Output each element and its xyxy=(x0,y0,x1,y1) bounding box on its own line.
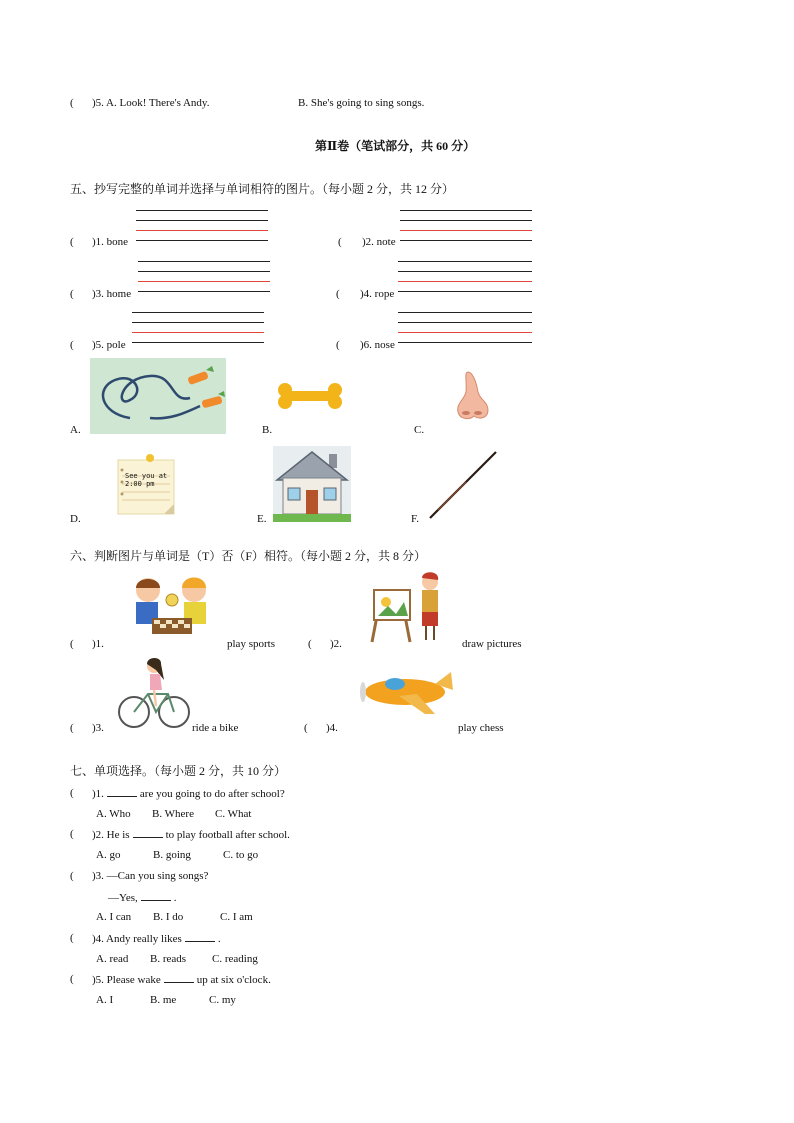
writing-lines-rope[interactable] xyxy=(398,261,532,295)
house-image xyxy=(273,446,351,522)
word-item-note: )2. note xyxy=(362,236,396,248)
bracket: ( xyxy=(70,288,74,300)
bone-image xyxy=(275,380,345,412)
question-4-text: )4. Andy really likes . xyxy=(92,933,221,945)
question-2-option-a: A. go xyxy=(96,849,121,861)
question-3-option-a: A. I can xyxy=(96,911,132,923)
bracket: ( xyxy=(336,339,340,351)
pole-image xyxy=(426,450,498,522)
judge-item-2-number: )2. xyxy=(330,638,342,650)
question-3-option-b: B. I do xyxy=(153,911,184,923)
answer-blank[interactable] xyxy=(107,786,137,797)
word-item-bone: )1. bone xyxy=(92,236,129,248)
judge-item-4-word: play chess xyxy=(458,722,504,734)
girl-riding-bike-image xyxy=(116,656,192,732)
writing-lines-nose[interactable] xyxy=(398,312,532,346)
kids-playing-chess-image xyxy=(128,574,214,640)
bracket: ( xyxy=(70,870,74,882)
section6-heading: 六、判断图片与单词是（T）否（F）相符。（每小题 2 分，共 8 分） xyxy=(70,549,427,563)
word-item-nose: )6. nose xyxy=(360,339,395,351)
judge-item-2-word: draw pictures xyxy=(462,638,522,650)
answer-blank[interactable] xyxy=(164,972,194,983)
question-4-option-b: B. reads xyxy=(150,953,187,965)
word-item-pole: )5. pole xyxy=(92,339,126,351)
word-item-home: )3. home xyxy=(92,288,132,300)
judge-item-3-number: )3. xyxy=(92,722,104,734)
picture-label-e: E. xyxy=(257,513,267,525)
answer-blank[interactable] xyxy=(141,890,171,901)
question-5-text: )5. A. Look! There's Andy. xyxy=(92,97,210,109)
nose-image xyxy=(452,370,494,422)
bracket: ( xyxy=(70,973,74,985)
girl-drawing-picture-image xyxy=(360,570,448,644)
question-5-option-a: A. I xyxy=(96,994,114,1006)
bracket: ( xyxy=(70,828,74,840)
note-image xyxy=(116,452,178,518)
writing-lines-bone[interactable] xyxy=(136,210,268,244)
picture-label-d: D. xyxy=(70,513,81,525)
bracket: ( xyxy=(308,638,312,650)
picture-label-f: F. xyxy=(411,513,419,525)
answer-blank[interactable] xyxy=(185,931,215,942)
question-1-option-a: A. Who xyxy=(96,808,131,820)
bracket: ( xyxy=(70,97,74,109)
bracket: ( xyxy=(70,722,74,734)
bracket: ( xyxy=(336,288,340,300)
bracket: ( xyxy=(70,339,74,351)
picture-label-a: A. xyxy=(70,424,81,436)
question-5-text: )5. Please wake up at six o'clock. xyxy=(92,974,271,986)
question-1-option-b: B. Where xyxy=(152,808,194,820)
picture-label-c: C. xyxy=(414,424,425,436)
question-5-option-b: B. me xyxy=(150,994,177,1006)
question-2-option-b: B. going xyxy=(153,849,191,861)
question-3-reply: —Yes, . xyxy=(108,892,177,904)
toy-plane-image xyxy=(355,668,455,718)
writing-lines-home[interactable] xyxy=(138,261,270,295)
bracket: ( xyxy=(70,236,74,248)
judge-item-1-number: )1. xyxy=(92,638,104,650)
judge-item-3-word: ride a bike xyxy=(192,722,239,734)
jump-rope-image xyxy=(90,358,226,434)
writing-lines-note[interactable] xyxy=(400,210,532,244)
writing-lines-pole[interactable] xyxy=(132,312,264,346)
question-2-text: )2. He is to play football after school. xyxy=(92,829,290,841)
note-text-line-2: 2:00 pm xyxy=(125,480,155,488)
judge-item-1-word: play sports xyxy=(227,638,275,650)
question-3-option-c: C. I am xyxy=(220,911,253,923)
question-1-option-c: C. What xyxy=(215,808,252,820)
question-1-text: )1. are you going to do after school? xyxy=(92,788,285,800)
word-item-rope: )4. rope xyxy=(360,288,395,300)
question-5-option-b: B. She's going to sing songs. xyxy=(298,97,425,109)
bracket: ( xyxy=(70,638,74,650)
section5-heading: 五、抄写完整的单词并选择与单词相符的图片。（每小题 2 分，共 12 分） xyxy=(70,182,455,196)
bracket: ( xyxy=(70,932,74,944)
picture-label-b: B. xyxy=(262,424,273,436)
question-5-option-c: C. my xyxy=(209,994,236,1006)
section7-heading: 七、单项选择。（每小题 2 分，共 10 分） xyxy=(70,764,287,778)
question-4-option-a: A. read xyxy=(96,953,129,965)
note-text-line-1: See you at xyxy=(125,472,168,480)
question-3-text: )3. —Can you sing songs? xyxy=(92,870,209,882)
bracket: ( xyxy=(304,722,308,734)
question-2-option-c: C. to go xyxy=(223,849,259,861)
bracket: ( xyxy=(338,236,342,248)
bracket: ( xyxy=(70,787,74,799)
question-4-option-c: C. reading xyxy=(212,953,258,965)
answer-blank[interactable] xyxy=(133,827,163,838)
part2-title: 第Ⅱ卷（笔试部分，共 60 分） xyxy=(315,139,476,153)
judge-item-4-number: )4. xyxy=(326,722,338,734)
